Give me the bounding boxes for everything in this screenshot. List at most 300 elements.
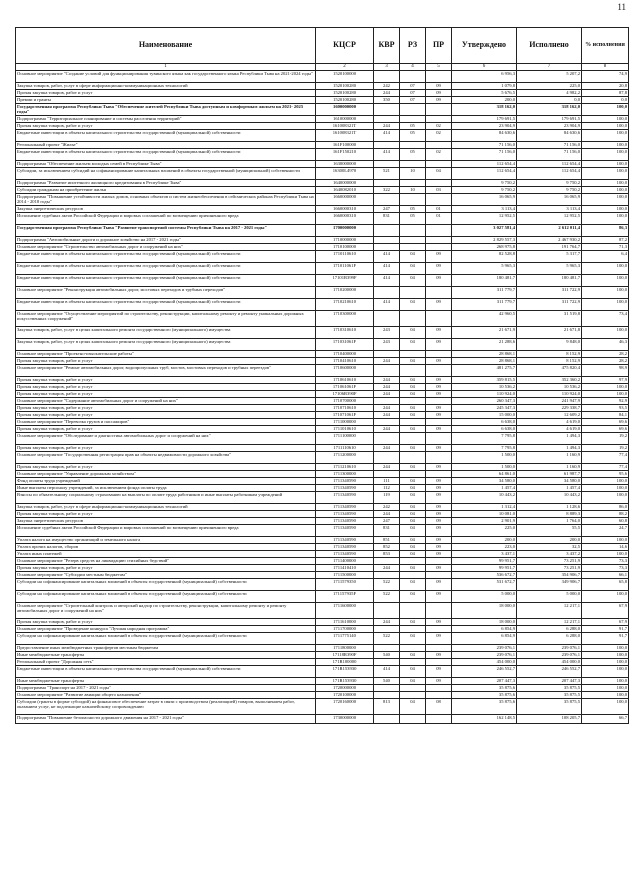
cell-rz: [400, 244, 426, 251]
cell-kcsr: 1711340590: [316, 525, 374, 537]
cell-kvr: 244: [374, 123, 400, 130]
cell-pr: [426, 237, 452, 244]
cell-kcsr: 1711579350: [316, 579, 374, 591]
cell-kcsr: 1711400000: [316, 558, 374, 565]
cell-approved: 10 536,2: [452, 384, 517, 391]
cell-name: Прочая закупка товаров, работ и услуг: [16, 445, 316, 452]
cell-kcsr: 1720160000: [316, 699, 374, 715]
cell-name: Исполнение судебных актов Российской Федерации и мировых соглашений по возмещению причиненного вреда: [16, 213, 316, 225]
cell-percent: 100,0: [582, 116, 629, 123]
cell-kcsr: 171061061F: [316, 384, 374, 391]
cell-approved: 10 443,2: [452, 492, 517, 504]
cell-executed: 55,5: [517, 525, 582, 537]
cell-rz: 07: [400, 83, 426, 90]
cell-rz: 05: [400, 130, 426, 142]
cell-executed: 180 481,7: [517, 275, 582, 287]
cell-name: Прочая закупка товаров, работ и услуг: [16, 426, 316, 433]
cell-name: Бюджетные инвестиции в объекты капитального строительства государственной (муниципальной) собственности: [16, 130, 316, 142]
cell-pr: [426, 659, 452, 666]
cell-kcsr: 1710410610: [316, 358, 374, 365]
cell-percent: 73,3: [582, 558, 629, 565]
column-number: 3: [374, 64, 400, 71]
cell-rz: 04: [400, 492, 426, 504]
table-row: [16, 579, 629, 591]
cell-pr: 09: [426, 391, 452, 398]
cell-percent: 60,8: [582, 518, 629, 525]
cell-name: Бюджетные инвестиции в объекты капитального строительства государственной (муниципальной) собственности: [16, 299, 316, 311]
cell-percent: 65,8: [582, 579, 629, 591]
table-row: [16, 659, 629, 666]
cell-kcsr: 171R153930: [316, 678, 374, 685]
cell-kcsr: 1520100000: [316, 71, 374, 83]
table-row: [16, 518, 629, 525]
cell-kcsr: 1711500000: [316, 572, 374, 579]
cell-kvr: [374, 244, 400, 251]
cell-kcsr: 1710710610: [316, 405, 374, 412]
cell-approved: 71 156,0: [452, 142, 517, 149]
cell-rz: [400, 398, 426, 405]
table-row: [16, 537, 629, 544]
cell-kcsr: 1711340590: [316, 478, 374, 485]
table-row: [16, 504, 629, 511]
cell-pr: 09: [426, 678, 452, 685]
cell-approved: 6 956,3: [452, 71, 517, 83]
cell-pr: 09: [426, 275, 452, 287]
cell-percent: 98,9: [582, 365, 629, 377]
cell-executed: 12 217,1: [517, 619, 582, 626]
cell-executed: 5 000,0: [517, 591, 582, 603]
cell-pr: 09: [426, 377, 452, 384]
table-row: [16, 445, 629, 452]
cell-pr: [426, 433, 452, 445]
cell-kcsr: 1630000000: [316, 161, 374, 168]
cell-approved: 1 457,4: [452, 485, 517, 492]
cell-executed: 1 160,9: [517, 464, 582, 471]
cell-percent: 100,0: [582, 327, 629, 339]
cell-percent: 71,3: [582, 244, 629, 251]
cell-pr: 09: [426, 426, 452, 433]
cell-kcsr: 1711340590: [316, 504, 374, 511]
cell-kcsr: 1660000310: [316, 213, 374, 225]
cell-percent: 100,0: [582, 213, 629, 225]
column-number: 7: [517, 64, 582, 71]
cell-pr: 09: [426, 478, 452, 485]
cell-kvr: 244: [374, 358, 400, 365]
cell-rz: 04: [400, 511, 426, 518]
cell-pr: [426, 142, 452, 149]
cell-name: Уплата прочих налогов, сборов: [16, 544, 316, 551]
cell-kcsr: 1711800000: [316, 645, 374, 652]
cell-executed: 112 654,4: [517, 161, 582, 168]
cell-name: Прочая закупка товаров, работ и услуг: [16, 391, 316, 398]
cell-percent: 93,5: [582, 405, 629, 412]
cell-approved: 239 076,1: [452, 645, 517, 652]
cell-pr: 03: [426, 187, 452, 194]
cell-kcsr: 1711110610: [316, 445, 374, 452]
cell-name: Основное мероприятие "Осуществление мероприятий по строительству, реконструкции, капитальному ремонту и ремонту уникальных дорожных искусственных сооружений": [16, 311, 316, 327]
cell-kcsr: 1710700000: [316, 398, 374, 405]
cell-kvr: [374, 351, 400, 358]
cell-pr: 09: [426, 299, 452, 311]
cell-percent: 91,7: [582, 633, 629, 645]
cell-name: Бюджетные инвестиции в объекты капитального строительства государственной (муниципальной) собственности: [16, 275, 316, 287]
cell-pr: [426, 626, 452, 633]
cell-percent: 74,9: [582, 71, 629, 83]
cell-approved: 7 795,8: [452, 433, 517, 445]
cell-percent: 100,0: [582, 206, 629, 213]
cell-percent: 28,2: [582, 351, 629, 358]
cell-kvr: 244: [374, 391, 400, 398]
cell-executed: 2 612 011,4: [517, 225, 582, 237]
cell-kvr: [374, 685, 400, 692]
cell-executed: 225,0: [517, 83, 582, 90]
cell-kcsr: 1711340590: [316, 518, 374, 525]
cell-pr: 02: [426, 123, 452, 130]
cell-percent: 100,0: [582, 168, 629, 180]
table-row: [16, 433, 629, 445]
cell-kvr: 247: [374, 518, 400, 525]
cell-name: Основное мероприятие "Проектно-изыскательские работы": [16, 351, 316, 358]
cell-kcsr: 1711775140: [316, 633, 374, 645]
table-row: [16, 365, 629, 377]
cell-approved: 23 904,9: [452, 123, 517, 130]
cell-rz: 04: [400, 377, 426, 384]
cell-kcsr: 1610000000: [316, 116, 374, 123]
cell-approved: 28 868,1: [452, 358, 517, 365]
cell-kcsr: 1711340590: [316, 511, 374, 518]
cell-pr: [426, 116, 452, 123]
cell-kvr: 243: [374, 339, 400, 351]
cell-name: Закупка товаров, работ, услуг в целях капитального ремонта государственного (муниципального) имущества: [16, 327, 316, 339]
cell-kvr: [374, 645, 400, 652]
cell-approved: 99 951,7: [452, 565, 517, 572]
cell-rz: [400, 433, 426, 445]
cell-name: Бюджетные инвестиции в объекты капитального строительства государственной (муниципальной) собственности: [16, 263, 316, 275]
cell-percent: 100,0: [582, 187, 629, 194]
cell-rz: 04: [400, 666, 426, 678]
cell-percent: 0,0: [582, 97, 629, 104]
cell-executed: 352 360,2: [517, 377, 582, 384]
table-row: [16, 149, 629, 161]
cell-name: Закупка товаров, работ, услуг в сфере информационно-коммуникационных технологий: [16, 83, 316, 90]
cell-name: Закупка товаров, работ, услуг в сфере информационно-коммуникационных технологий: [16, 504, 316, 511]
cell-kvr: 243: [374, 327, 400, 339]
cell-approved: 16 065,9: [452, 194, 517, 206]
cell-executed: 6 288,0: [517, 633, 582, 645]
table-row: [16, 180, 629, 187]
cell-approved: 239 076,1: [452, 652, 517, 659]
table-row: [16, 471, 629, 478]
cell-name: Государственная программа Республики Тыва "Развитие транспортной системы Республики Тыва на 2017 - 2021 годы": [16, 225, 316, 237]
table-row: [16, 572, 629, 579]
cell-name: Основное мероприятие "Перевозка грузов и пассажиров": [16, 419, 316, 426]
cell-name: Иные межбюджетные трансферты: [16, 678, 316, 685]
cell-kvr: [374, 365, 400, 377]
cell-kcsr: 1710300000: [316, 311, 374, 327]
table-row: [16, 692, 629, 699]
cell-name: Основное мероприятие "Содержание автомобильных дорог и сооружений на них": [16, 398, 316, 405]
cell-name: Прочая закупка товаров, работ и услуг: [16, 123, 316, 130]
cell-approved: 245 347,3: [452, 405, 517, 412]
cell-name: Взносы по обязательному социальному страхованию на выплаты по оплате труда работников и иные выплаты работникам учреждений: [16, 492, 316, 504]
cell-kvr: 414: [374, 299, 400, 311]
cell-pr: [426, 572, 452, 579]
cell-rz: [400, 287, 426, 299]
cell-pr: 09: [426, 579, 452, 591]
cell-approved: 246 552,7: [452, 666, 517, 678]
cell-name: Закупка товаров, работ, услуг в целях капитального ремонта государственного (муниципального) имущества: [16, 339, 316, 351]
cell-rz: 04: [400, 426, 426, 433]
cell-kvr: [374, 104, 400, 116]
cell-executed: 4 619,0: [517, 419, 582, 426]
cell-percent: 14,6: [582, 544, 629, 551]
cell-name: Подпрограмма "Автомобильные дороги и дорожное хозяйство на 2017 - 2021 годы": [16, 237, 316, 244]
cell-name: Основное мероприятие "Обследование и диагностика автомобильных дорог и сооружений на них": [16, 433, 316, 445]
cell-pr: 09: [426, 485, 452, 492]
cell-name: Закупка энергетических ресурсов: [16, 518, 316, 525]
cell-pr: 09: [426, 358, 452, 365]
cell-name: Прочая закупка товаров, работ и услуг: [16, 384, 316, 391]
cell-executed: 32,5: [517, 544, 582, 551]
cell-pr: 09: [426, 565, 452, 572]
budget-table: [15, 27, 629, 724]
table-row: [16, 544, 629, 551]
cell-executed: 35 875,5: [517, 692, 582, 699]
cell-kvr: 244: [374, 405, 400, 412]
cell-rz: [400, 572, 426, 579]
page-number: 11: [617, 2, 626, 12]
table-row: [16, 551, 629, 558]
cell-percent: 88,2: [582, 511, 629, 518]
cell-rz: 04: [400, 478, 426, 485]
cell-kcsr: 1711700000: [316, 626, 374, 633]
cell-pr: 09: [426, 511, 452, 518]
cell-name: Основное мероприятие "Создание условий для функционирования тувинского языка как государственного языка Республики Тыва на 2021-2024 годы": [16, 71, 316, 83]
cell-name: Бюджетные инвестиции в объекты капитального строительства государственной (муниципальной) собственности: [16, 251, 316, 263]
cell-approved: 7 795,8: [452, 445, 517, 452]
cell-pr: 09: [426, 633, 452, 645]
cell-percent: 100,0: [582, 275, 629, 287]
cell-executed: 9 848,0: [517, 339, 582, 351]
table-row: [16, 142, 629, 149]
cell-rz: 04: [400, 544, 426, 551]
cell-rz: 05: [400, 206, 426, 213]
cell-rz: 04: [400, 504, 426, 511]
cell-kvr: 853: [374, 551, 400, 558]
cell-pr: 02: [426, 149, 452, 161]
table-row: [16, 412, 629, 419]
cell-kcsr: 1710000000: [316, 237, 374, 244]
cell-pr: 09: [426, 518, 452, 525]
cell-rz: [400, 180, 426, 187]
cell-percent: 69,6: [582, 426, 629, 433]
cell-kcsr: 16300L4970: [316, 168, 374, 180]
cell-executed: 229 338,7: [517, 405, 582, 412]
cell-approved: 207 447,3: [452, 678, 517, 685]
cell-kvr: 522: [374, 579, 400, 591]
cell-executed: 241 947,9: [517, 398, 582, 405]
table-row: [16, 377, 629, 384]
cell-rz: 04: [400, 699, 426, 715]
cell-executed: 3 113,4: [517, 206, 582, 213]
table-row: [16, 464, 629, 471]
cell-executed: 71 156,0: [517, 142, 582, 149]
cell-approved: 9 750,2: [452, 187, 517, 194]
cell-executed: 454 000,0: [517, 659, 582, 666]
cell-percent: 66,7: [582, 715, 629, 724]
cell-executed: 6 288,0: [517, 626, 582, 633]
cell-pr: 02: [426, 130, 452, 142]
cell-executed: 9 750,2: [517, 180, 582, 187]
cell-kcsr: 1711340590: [316, 537, 374, 544]
cell-kvr: 852: [374, 544, 400, 551]
cell-kcsr: 1711300000: [316, 471, 374, 478]
cell-executed: 35 875,5: [517, 685, 582, 692]
cell-rz: 04: [400, 412, 426, 419]
cell-executed: 246 552,7: [517, 666, 582, 678]
cell-kcsr: 171157935F: [316, 591, 374, 603]
table-row: [16, 452, 629, 464]
cell-approved: 1 500,0: [452, 452, 517, 464]
cell-approved: 35 875,6: [452, 699, 517, 715]
cell-percent: 86,0: [582, 504, 629, 511]
cell-rz: [400, 71, 426, 83]
cell-kvr: 244: [374, 377, 400, 384]
cell-pr: 09: [426, 405, 452, 412]
cell-executed: 4 982,2: [517, 90, 582, 97]
cell-approved: 9 750,2: [452, 180, 517, 187]
cell-kcsr: 1720100000: [316, 692, 374, 699]
header-kcsr: КЦСР: [316, 28, 374, 64]
cell-executed: 73 251,9: [517, 558, 582, 565]
cell-pr: [426, 685, 452, 692]
cell-kcsr: 1711100000: [316, 433, 374, 445]
cell-name: Основное мероприятие "Ремонт автомобильных дорог, водопропускных труб, мостов, мостовых переходов и трубных переездов": [16, 365, 316, 377]
cell-rz: 04: [400, 619, 426, 626]
cell-name: Прочая закупка товаров, работ и услуг: [16, 565, 316, 572]
cell-executed: 1 494,3: [517, 433, 582, 445]
cell-rz: 10: [400, 168, 426, 180]
cell-pr: [426, 161, 452, 168]
cell-name: Иные выплаты персоналу учреждений, за исключением фонда оплаты труда: [16, 485, 316, 492]
cell-approved: 6 638,0: [452, 419, 517, 426]
cell-approved: 6 854,9: [452, 633, 517, 645]
cell-rz: 05: [400, 123, 426, 130]
cell-kvr: [374, 142, 400, 149]
cell-kvr: [374, 692, 400, 699]
cell-kcsr: 1711610000: [316, 619, 374, 626]
cell-rz: 05: [400, 213, 426, 225]
table-row: [16, 263, 629, 275]
table-row: [16, 633, 629, 645]
cell-approved: 179 691,5: [452, 116, 517, 123]
cell-kvr: 414: [374, 263, 400, 275]
cell-approved: 28 868,1: [452, 351, 517, 358]
cell-executed: 2 467 930,2: [517, 237, 582, 244]
cell-percent: 77,4: [582, 452, 629, 464]
cell-percent: 100,0: [582, 659, 629, 666]
table-row: [16, 715, 629, 724]
cell-rz: 10: [400, 187, 426, 194]
cell-executed: 8 889,3: [517, 511, 582, 518]
cell-percent: 100,0: [582, 299, 629, 311]
cell-kvr: [374, 471, 400, 478]
cell-kvr: [374, 398, 400, 405]
table-row: [16, 645, 629, 652]
cell-executed: 9 750,2: [517, 187, 582, 194]
cell-kvr: 242: [374, 504, 400, 511]
cell-approved: 311 779,7: [452, 299, 517, 311]
cell-kcsr: 1710600000: [316, 365, 374, 377]
cell-approved: 12 952,5: [452, 213, 517, 225]
cell-kvr: 119: [374, 492, 400, 504]
cell-kvr: 244: [374, 384, 400, 391]
cell-pr: [426, 452, 452, 464]
cell-rz: 04: [400, 251, 426, 263]
cell-pr: 09: [426, 544, 452, 551]
cell-kcsr: 1640082010: [316, 187, 374, 194]
cell-pr: 09: [426, 504, 452, 511]
table-row: [16, 391, 629, 398]
cell-executed: 31 519,8: [517, 311, 582, 327]
cell-approved: 200,0: [452, 97, 517, 104]
cell-approved: 112 654,4: [452, 161, 517, 168]
cell-executed: 318 162,0: [517, 104, 582, 116]
cell-rz: 04: [400, 275, 426, 287]
cell-pr: [426, 311, 452, 327]
cell-executed: 311 722,9: [517, 287, 582, 299]
cell-name: Уплата иных платежей: [16, 551, 316, 558]
cell-executed: 21 671,8: [517, 327, 582, 339]
cell-kcsr: 1520100280: [316, 90, 374, 97]
cell-kvr: 242: [374, 83, 400, 90]
cell-kcsr: 1720000000: [316, 685, 374, 692]
cell-rz: [400, 351, 426, 358]
cell-pr: [426, 287, 452, 299]
cell-executed: 71 156,0: [517, 149, 582, 161]
table-body: [16, 71, 629, 724]
cell-name: Основное мероприятие "Государственная регистрация прав на объекты недвижимости дорожного хозяйства": [16, 452, 316, 464]
cell-kcsr: 161F100000: [316, 142, 374, 149]
cell-kvr: [374, 180, 400, 187]
cell-approved: 5 965,3: [452, 263, 517, 275]
cell-approved: 5 676,5: [452, 90, 517, 97]
table-row: [16, 123, 629, 130]
cell-pr: 01: [426, 206, 452, 213]
cell-percent: 84,1: [582, 412, 629, 419]
cell-percent: 67,9: [582, 619, 629, 626]
cell-rz: [400, 116, 426, 123]
cell-pr: [426, 180, 452, 187]
cell-rz: [400, 626, 426, 633]
cell-kvr: 414: [374, 251, 400, 263]
cell-approved: 260 347,3: [452, 398, 517, 405]
cell-executed: 108 205,7: [517, 715, 582, 724]
cell-executed: 5 207,2: [517, 71, 582, 83]
cell-approved: 10 081,0: [452, 511, 517, 518]
table-row: [16, 699, 629, 715]
cell-kvr: 112: [374, 485, 400, 492]
table-row: [16, 287, 629, 299]
table-row: [16, 478, 629, 485]
cell-rz: 04: [400, 579, 426, 591]
header-name: Наименование: [16, 28, 316, 64]
cell-percent: 24,7: [582, 525, 629, 537]
cell-kvr: [374, 626, 400, 633]
header-rz: РЗ: [400, 28, 426, 64]
cell-approved: 3 113,4: [452, 206, 517, 213]
cell-name: Предоставление иных межбюджетных трансфертов местным бюджетам: [16, 645, 316, 652]
